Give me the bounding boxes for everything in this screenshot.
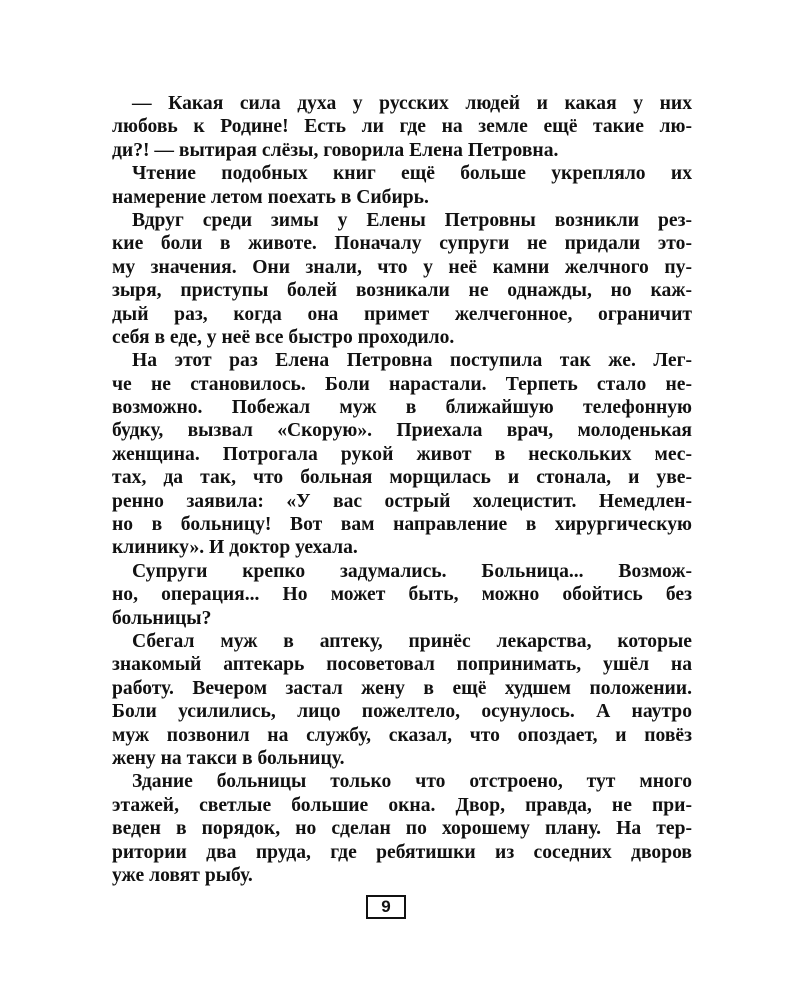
text-line: Сбегал муж в аптеку, принёс лекарства, которые (132, 630, 692, 652)
paragraph (112, 349, 692, 560)
text-line: знакомый аптекарь посоветовал попринимать, ушёл на (112, 654, 692, 676)
text-line: ренно заявила: «У вас острый холецистит. Немедлен- (112, 490, 692, 512)
text-line: муж позвонил на службу, сказал, что опоздает, и повёз (112, 724, 692, 746)
text-line: работу. Вечером застал жену в ещё худшем положении. (112, 677, 692, 699)
text-line: жену на такси в больницу. (112, 747, 345, 769)
text-line: кие боли в животе. Поначалу супруги не придали это- (112, 233, 692, 255)
text-line: Вдруг среди зимы у Елены Петровны возникли рез- (132, 209, 692, 231)
text-line: веден в порядок, но сделан по хорошему плану. На тер- (112, 818, 692, 840)
text-line: че не становилось. Боли нарастали. Терпеть стало не- (112, 373, 692, 395)
text-line: женщина. Потрогала рукой живот в нескольких мес- (112, 443, 692, 465)
text-line: уже ловят рыбу. (112, 864, 253, 886)
text-line: больницы? (112, 607, 212, 629)
text-line: Супруги крепко задумались. Больница... Возмож- (132, 560, 692, 582)
text-line: любовь к Родине! Есть ли где на земле ещё такие лю- (112, 116, 692, 138)
text-line: клинику». И доктор уехала. (112, 537, 358, 559)
paragraph (112, 770, 692, 887)
text-line: тах, да так, что больная морщилась и стонала, и уве- (112, 467, 692, 489)
text-line: — Какая сила духа у русских людей и какая у них (132, 93, 692, 114)
text-line: себя в еде, у неё все быстро проходило. (112, 326, 455, 348)
text-line: этажей, светлые большие окна. Двор, правда, не при- (112, 794, 692, 816)
text-line: ритории два пруда, где ребятишки из соседних дворов (112, 841, 692, 863)
text-line: На этот раз Елена Петровна поступила так же. Лег- (132, 350, 692, 372)
text-line: Здание больницы только что отстроено, тут много (132, 771, 692, 793)
text-line: Чтение подобных книг ещё больше укрепляло их (132, 163, 692, 185)
text-line: но в больницу! Вот вам направление в хирургическую (112, 514, 692, 536)
text-line: му значения. Они знали, что у неё камни желчного пу- (112, 256, 692, 278)
text-line: Боли усилились, лицо пожелтело, осунулось. А наутро (112, 701, 692, 723)
text-line: намерение летом поехать в Сибирь. (112, 186, 429, 208)
text-line: ди?! — вытирая слёзы, говорила Елена Петровна. (112, 139, 559, 161)
paragraph (112, 560, 692, 630)
text-line: возможно. Побежал муж в ближайшую телефонную (112, 397, 692, 419)
text-line: дый раз, когда она примет желчегонное, ограничит (112, 303, 692, 325)
paragraph (112, 209, 692, 349)
page-number: 9 (366, 895, 406, 919)
paragraph (112, 92, 692, 162)
page-body (112, 92, 692, 887)
text-line: будку, вызвал «Скорую». Приехала врач, молоденькая (112, 420, 692, 442)
paragraph (112, 630, 692, 770)
text-line: зыря, приступы болей возникали не однажды, но каж- (112, 280, 692, 302)
paragraph (112, 162, 692, 209)
text-line: но, операция... Но может быть, можно обойтись без (112, 584, 692, 606)
